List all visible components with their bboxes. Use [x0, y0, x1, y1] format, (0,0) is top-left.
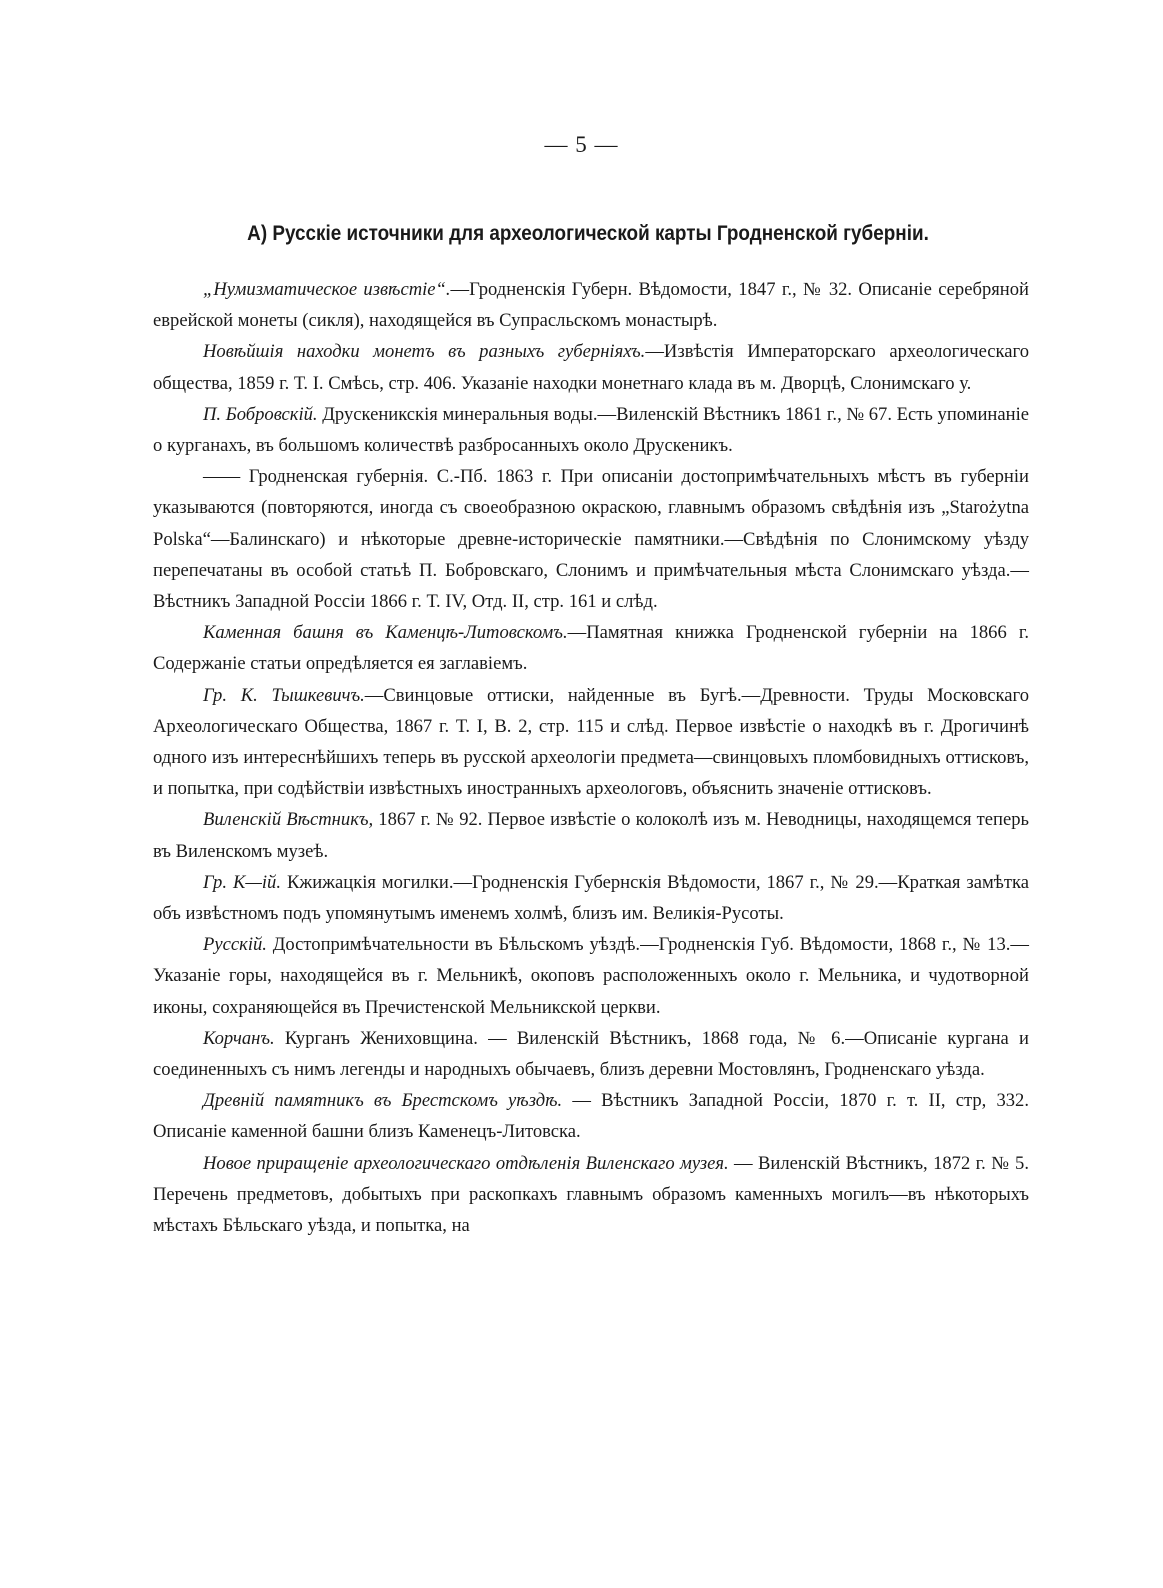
bibliography-list [153, 274, 1029, 1241]
entry-text: —Гродненскія Губерн. Вѣдомости, 1847 г., № 32. Описаніе серебряной еврейской монеты (сикля), находящейся въ Супрасльскомъ монастырѣ. [153, 279, 1029, 332]
entry-title: Новое приращеніе археологическаго отдѣленія Виленскаго музея. [203, 1152, 729, 1174]
bibliography-entry [153, 1023, 1029, 1085]
bibliography-entry [153, 929, 1029, 1023]
entry-text: — Виленскій Вѣстникъ, 1872 г. № 5. Перечень предметовъ, добытыхъ при раскопкахъ главнымъ образомъ каменныхъ могилъ—въ нѣкоторыхъ мѣстахъ Бѣльскаго уѣзда, и попытка, на [153, 1152, 1029, 1237]
entry-title: Древній памятникъ въ Брестскомъ уѣздѣ. [203, 1090, 563, 1112]
entry-text: —Свинцовые оттиски, найденные въ Бугѣ.—Древности. Труды Московскаго Археологическаго Общества, 1867 г. Т. I, В. 2, стр. 115 и слѣд. Первое извѣстіе о находкѣ въ г. Дрогичинѣ одного изъ интереснѣйшихъ теперь въ русской археологіи предмета—свинцовыхъ пломбовидныхъ оттисковъ, и попытка, при содѣйствіи извѣстныхъ иностранныхъ археологовъ, объяснить значеніе оттисковъ. [153, 684, 1029, 800]
entry-title: Гр. К—ій. [203, 871, 281, 893]
entry-text: Кжижацкія могилки.—Гродненскія Губернскія Вѣдомости, 1867 г., № 29.—Краткая замѣтка объ извѣстномъ подъ упомянутымъ именемъ холмѣ, близъ им. Великія-Русоты. [153, 871, 1029, 925]
entry-text: Друскеникскія минеральныя воды.—Виленскій Вѣстникъ 1861 г., № 67. Есть упоминаніе о курганахъ, въ большомъ количествѣ разбросанныхъ около Друскеникъ. [153, 403, 1029, 457]
entry-title: Русскій. [203, 934, 267, 956]
bibliography-entry [153, 274, 1029, 336]
entry-title: Каменная башня въ Каменцѣ-Литовскомъ. [203, 622, 568, 644]
entry-text: — Вѣстникъ Западной Россіи, 1870 г. т. II, стр, 332. Описаніе каменной башни близъ Каменецъ-Литовска. [153, 1090, 1030, 1143]
entry-title: Новѣйшія находки монетъ въ разныхъ губерніяхъ. [203, 341, 646, 363]
entry-text: Достопримѣчательности въ Бѣльскомъ уѣздѣ.—Гродненскія Губ. Вѣдомости, 1868 г., № 13.—Указаніе горы, находящейся въ г. Мельникѣ, окоповъ расположенныхъ около г. Мельника, и чудотворной иконы, сохраняющейся въ Пречистенской Мельникской церкви. [153, 934, 1029, 1018]
entry-text: —Извѣстія Императорскаго археологическаго общества, 1859 г. Т. I. Смѣсь, стр. 406. Указаніе находки монетнаго клада въ м. Дворцѣ, Слонимскаго у. [153, 341, 1030, 394]
entry-text: 1867 г. № 92. Первое извѣстіе о колоколѣ изъ м. Неводницы, находящемся теперь въ Виленскомъ музеѣ. [153, 809, 1029, 862]
bibliography-entry [153, 680, 1029, 805]
entry-title: Гр. К. Тышкевичъ. [203, 684, 365, 706]
bibliography-entry [153, 867, 1029, 929]
bibliography-entry [153, 336, 1029, 398]
entry-title: Виленскій Вѣстникъ, [203, 809, 374, 831]
bibliography-entry [153, 461, 1029, 617]
bibliography-entry [153, 1085, 1029, 1147]
entry-title: „Нумизматическое извѣстіе“. [203, 279, 451, 300]
bibliography-entry [153, 1148, 1029, 1242]
entry-text: —Памятная книжка Гродненской губерніи на 1866 г. Содержаніе статьи опредѣляется ея заглавіемъ. [153, 622, 1029, 675]
entry-title: Корчанъ. [203, 1027, 275, 1049]
bibliography-entry [153, 399, 1029, 461]
bibliography-entry [153, 617, 1029, 679]
entry-text: Курганъ Жениховщина. — Виленскій Вѣстникъ, 1868 года, № 6.—Описаніе кургана и соединенныхъ съ нимъ легенды и народныхъ обычаевъ, близъ деревни Мостовлянъ, Гродненскаго уѣзда. [153, 1027, 1029, 1081]
entry-text: —— Гродненская губернія. С.-Пб. 1863 г. При описаніи достопримѣчательныхъ мѣстъ въ губерніи указываются (повторяются, иногда съ своеобразною окраскою, главнымъ образомъ свѣдѣнія изъ „Starożytna Polska“—Балинскаго) и нѣкоторые древне-историческіе памятники.—Свѣдѣнія по Слонимскому уѣзду перепечатаны въ особой статьѣ П. Бобровскаго, Слонимъ и примѣчательныя мѣста Слонимскаго уѣзда.—Вѣстникъ Западной Россіи 1866 г. Т. IV, Отд. II, стр. 161 и слѣд. [153, 466, 1029, 613]
page-number: — 5 — [544, 132, 619, 157]
section-heading: А) Русскіе источники для археологической карты Гродненской губерніи. [247, 222, 929, 245]
bibliography-entry [153, 804, 1029, 866]
entry-title: П. Бобровскій. [203, 403, 318, 425]
